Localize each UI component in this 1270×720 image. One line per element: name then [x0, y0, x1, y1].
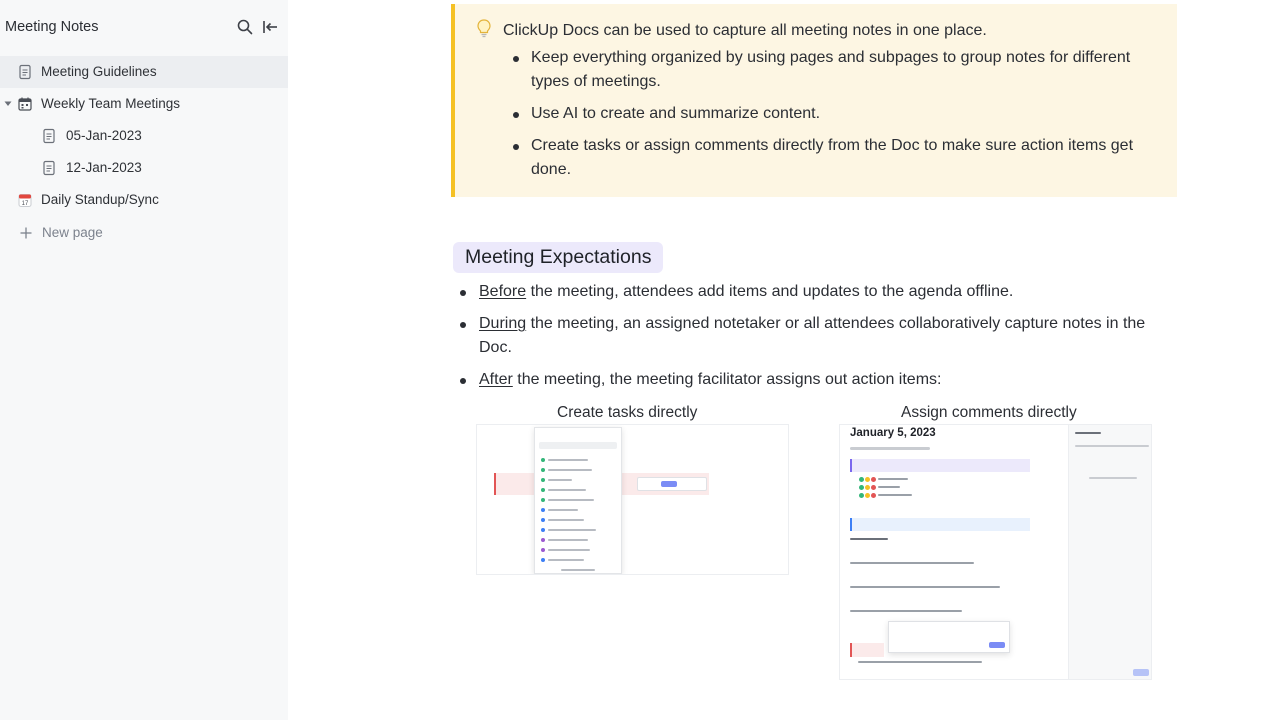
list-item: Use AI to create and summarize content. [503, 102, 1163, 126]
template-icon [541, 488, 545, 492]
sidebar-item-label: 12-Jan-2023 [66, 160, 142, 175]
mock-text-line [878, 494, 912, 496]
save-chip [661, 481, 677, 487]
mock-empty-text [1089, 477, 1137, 479]
selected-option [539, 442, 617, 449]
template-label [548, 459, 588, 461]
list-item [455, 312, 1170, 360]
sidebar-title: Meeting Notes [5, 19, 99, 35]
document-icon [17, 64, 33, 80]
mock-text-line [850, 610, 962, 612]
template-label [548, 479, 572, 481]
bullet-text: the meeting, an assigned notetaker or all attendees collaboratively capture notes in the Doc. [479, 315, 1146, 356]
bullet-text: the meeting, attendees add items and updates to the agenda offline. [526, 283, 1014, 300]
template-icon [541, 518, 545, 522]
template-label [548, 529, 596, 531]
mock-action-items-header [850, 643, 884, 657]
template-icon [541, 468, 545, 472]
document-icon [41, 128, 57, 144]
sidebar-item-label: Weekly Team Meetings [41, 96, 181, 111]
mock-comments-panel [1068, 425, 1152, 680]
template-label [548, 499, 594, 501]
list-item [455, 368, 1170, 392]
sidebar [0, 0, 288, 720]
list-item: Create tasks or assign comments directly from the Doc to make sure action items get done. [503, 134, 1163, 182]
mock-comment-button [1133, 669, 1149, 676]
list-item [455, 280, 1170, 304]
template-label [548, 519, 584, 521]
mock-text-line [858, 661, 982, 663]
sidebar-header [0, 0, 288, 56]
lightbulb-icon [475, 18, 493, 38]
callout-text: ClickUp Docs can be used to capture all meeting notes in one place. [503, 22, 987, 39]
expectations-bullet-list [455, 280, 1170, 400]
section-heading: Meeting Expectations [453, 242, 663, 273]
calendar-date-icon [17, 192, 33, 208]
plus-icon [18, 225, 34, 241]
mock-comment-box [888, 621, 1010, 653]
mock-text-line [850, 538, 888, 540]
caret-down-icon[interactable] [4, 100, 12, 108]
assign-comments-screenshot [839, 424, 1152, 680]
sidebar-item-label: 05-Jan-2023 [66, 128, 142, 143]
template-icon [541, 508, 545, 512]
mock-panel-tabs [1075, 445, 1149, 447]
sidebar-item-label: Daily Standup/Sync [41, 192, 159, 207]
template-icon [541, 548, 545, 552]
status-dot [865, 493, 870, 498]
status-dot [871, 477, 876, 482]
template-label [548, 549, 590, 551]
mock-text-line [878, 486, 900, 488]
status-dot [865, 477, 870, 482]
search-icon[interactable] [236, 18, 254, 36]
bullet-lead: During [479, 315, 527, 332]
collapse-sidebar-icon[interactable] [261, 18, 279, 36]
mock-meta-line [850, 447, 930, 450]
figure-caption-right: Assign comments directly [901, 404, 1077, 421]
template-label [548, 469, 592, 471]
template-icon [541, 498, 545, 502]
bullet-lead: After [479, 371, 513, 388]
document-icon [41, 160, 57, 176]
mock-send-button [989, 642, 1005, 648]
bullet-lead: Before [479, 283, 527, 300]
template-icon [541, 478, 545, 482]
status-dot [859, 485, 864, 490]
template-label [548, 539, 588, 541]
callout-block[interactable] [451, 4, 1177, 197]
mock-text-line [850, 562, 974, 564]
figure-caption-left: Create tasks directly [557, 404, 698, 421]
template-label [548, 509, 578, 511]
templates-dropdown [534, 427, 622, 574]
status-dot [859, 493, 864, 498]
status-dot [871, 493, 876, 498]
template-icon [541, 558, 545, 562]
template-label [548, 489, 586, 491]
view-all-link [561, 569, 595, 571]
sidebar-item-meeting-guidelines[interactable] [0, 56, 288, 88]
template-icon [541, 458, 545, 462]
template-icon [541, 538, 545, 542]
svg-text:17: 17 [21, 201, 29, 207]
mock-text-line [850, 586, 1000, 588]
create-tasks-screenshot [476, 424, 789, 575]
sidebar-item-daily-standup[interactable] [0, 184, 288, 216]
sidebar-new-page-button[interactable] [0, 217, 288, 249]
template-icon [541, 528, 545, 532]
sidebar-item-label: Meeting Guidelines [41, 64, 157, 79]
calendar-icon [17, 96, 33, 112]
mock-doc-title: January 5, 2023 [850, 427, 936, 439]
mock-overall-header [850, 459, 1030, 472]
bullet-text: the meeting, the meeting facilitator assigns out action items: [512, 371, 942, 388]
template-label [548, 559, 584, 561]
callout-bullet-list [503, 46, 1163, 190]
sidebar-item-12-jan-2023[interactable] [0, 152, 288, 184]
status-dot [859, 477, 864, 482]
status-dot [865, 485, 870, 490]
status-dot [871, 485, 876, 490]
doc-content [288, 0, 1270, 720]
list-item: Keep everything organized by using pages and subpages to group notes for different types of meetings. [503, 46, 1163, 94]
mock-agenda-header [850, 518, 1030, 531]
sidebar-item-05-jan-2023[interactable] [0, 120, 288, 152]
mock-text-line [878, 478, 908, 480]
sidebar-item-label: New page [42, 225, 103, 240]
sidebar-item-weekly-team-meetings[interactable] [0, 88, 288, 120]
mock-panel-title [1075, 432, 1101, 434]
